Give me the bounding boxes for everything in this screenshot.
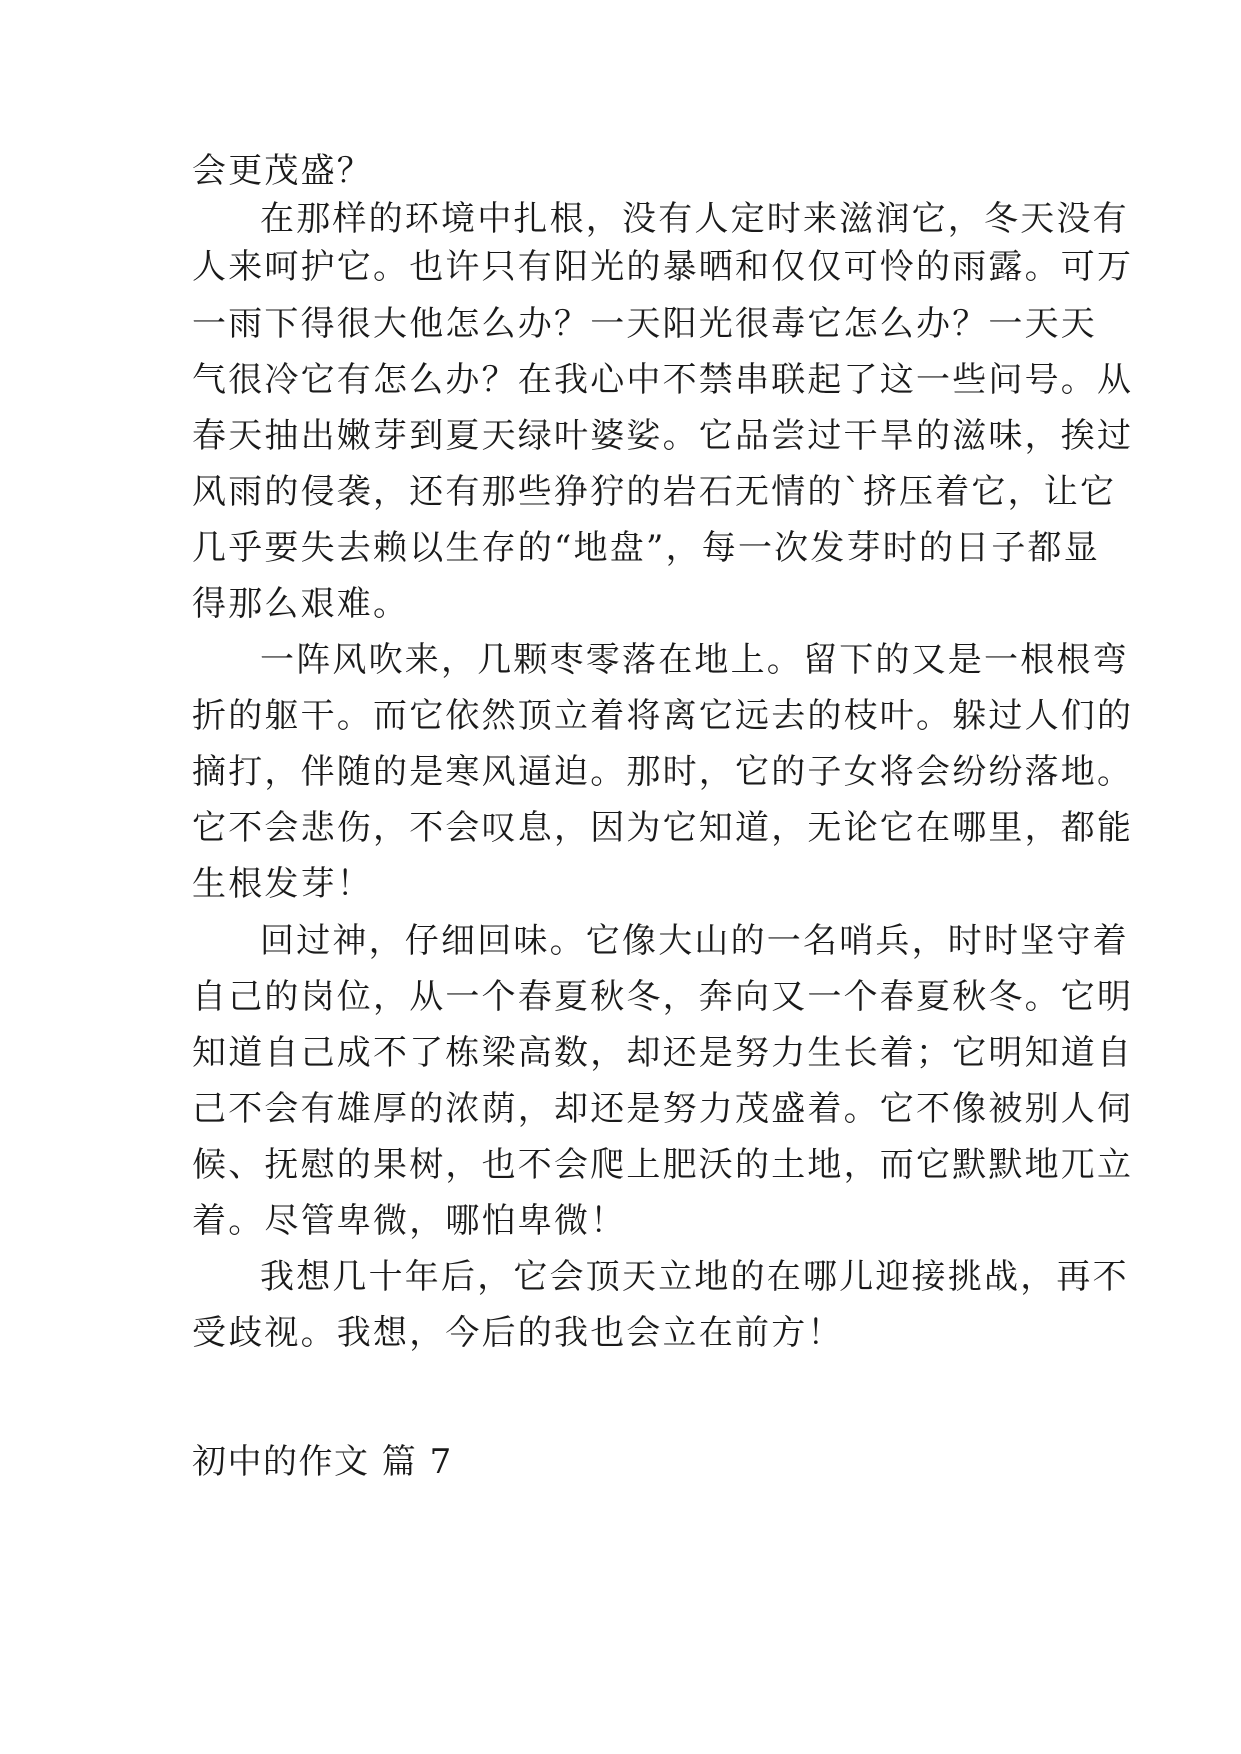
text-line: 会更茂盛？: [192, 151, 373, 191]
paragraph-first-line: 我想几十年后，它会顶天立地的在哪儿迎接挑战，再不: [260, 1257, 1129, 1297]
text-line: 春天抽出嫩芽到夏天绿叶婆娑。它品尝过干旱的滋味，挨过: [192, 416, 1134, 456]
paragraph-first-line: 一阵风吹来，几颗枣零落在地上。留下的又是一根根弯: [260, 640, 1129, 680]
text-line: 知道自己成不了栋梁高数，却还是努力生长着；它明知道自: [192, 1033, 1134, 1073]
text-line: 折的躯干。而它依然顶立着将离它远去的枝叶。躲过人们的: [192, 696, 1134, 736]
paragraph-first-line: 在那样的环境中扎根，没有人定时来滋润它，冬天没有: [260, 199, 1129, 239]
text-line: 摘打，伴随的是寒风逼迫。那时，它的子女将会纷纷落地。: [192, 752, 1134, 792]
text-line: 受歧视。我想，今后的我也会立在前方！: [192, 1313, 844, 1353]
text-line: 人来呵护它。也许只有阳光的暴晒和仅仅可怜的雨露。可万: [192, 247, 1134, 287]
text-line: 候、抚慰的果树，也不会爬上肥沃的土地，而它默默地兀立: [192, 1145, 1134, 1185]
text-line: 几乎要失去赖以生存的“地盘”，每一次发芽时的日子都显: [192, 528, 1100, 568]
text-line: 风雨的侵袭，还有那些狰狞的岩石无情的`挤压着它，让它: [192, 472, 1117, 512]
section-heading: 初中的作文 篇 7: [192, 1442, 453, 1482]
text-line: 得那么艰难。: [192, 584, 410, 624]
text-line: 自己的岗位，从一个春夏秋冬，奔向又一个春夏秋冬。它明: [192, 977, 1134, 1017]
paragraph-first-line: 回过神，仔细回味。它像大山的一名哨兵，时时坚守着: [260, 921, 1129, 961]
text-line: 气很冷它有怎么办？在我心中不禁串联起了这一些问号。从: [192, 360, 1134, 400]
text-line: 生根发芽！: [192, 864, 373, 904]
text-line: 一雨下得很大他怎么办？一天阳光很毒它怎么办？一天天: [192, 304, 1097, 344]
text-line: 它不会悲伤，不会叹息，因为它知道，无论它在哪里，都能: [192, 808, 1134, 848]
text-line: 己不会有雄厚的浓荫，却还是努力茂盛着。它不像被别人伺: [192, 1089, 1134, 1129]
text-line: 着。尽管卑微，哪怕卑微！: [192, 1201, 627, 1241]
